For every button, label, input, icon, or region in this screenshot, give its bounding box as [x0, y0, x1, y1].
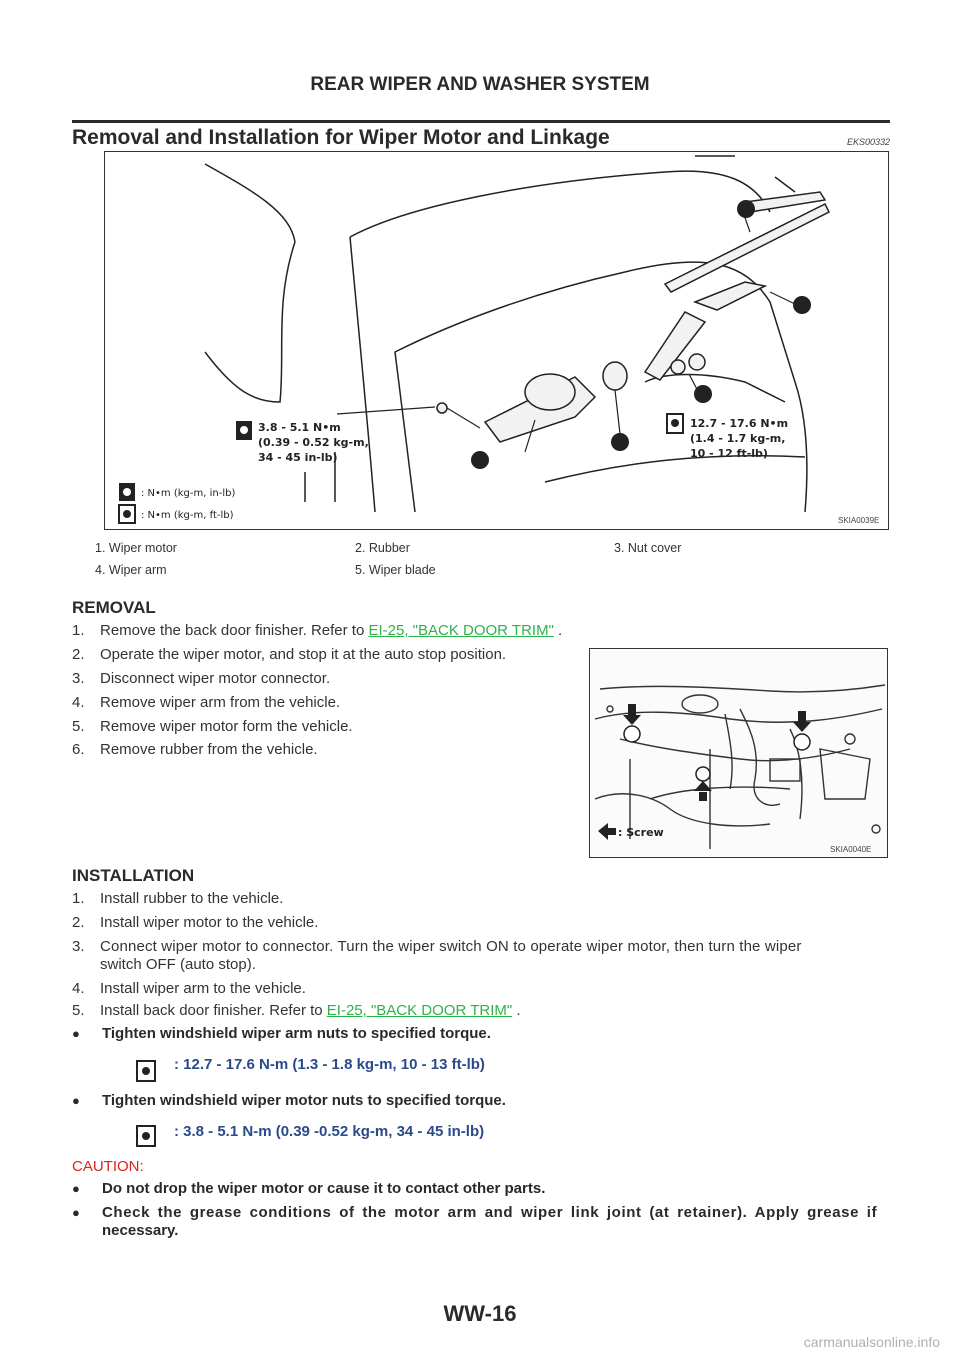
install-step-4-text: Install wiper arm to the vehicle.	[100, 980, 306, 997]
install-step-3-text: Connect wiper motor to connector. Turn the wiper switch ON to operate wiper motor, then turn the wiper	[100, 938, 802, 955]
caution-item-2-text: Check the grease conditions of the motor arm and wiper link joint (at retainer). Apply grease if	[102, 1204, 878, 1221]
torque-right-line3: 10 - 12 ft-lb)	[690, 447, 768, 460]
install-step-2-num: 2.	[72, 914, 85, 931]
torque-left-line1: 3.8 - 5.1 N•m	[258, 421, 341, 434]
watermark: carmanualsonline.info	[803, 1334, 940, 1350]
install-step-5-text: Install back door finisher. Refer to	[100, 1002, 327, 1019]
callout-4-label: 4	[798, 299, 806, 312]
section-code: EKS00332	[846, 137, 890, 147]
page-number: WW-16	[443, 1301, 517, 1326]
removal-step-4-num: 4.	[72, 694, 85, 711]
removal-step-3	[72, 670, 330, 687]
removal-step-2-text: Operate the wiper motor, and stop it at the auto stop position.	[100, 646, 507, 663]
bullet-dot-icon: ●	[72, 1093, 80, 1108]
wiper-motor-linkage-figure	[104, 151, 889, 530]
removal-step-1-text: Remove the back door finisher. Refer to	[100, 622, 369, 639]
removal-step-5-text: Remove wiper motor form the vehicle.	[100, 718, 353, 735]
torque-icon-right	[667, 414, 683, 433]
bullet-dot-icon: ●	[72, 1026, 80, 1041]
torque-right-line2: (1.4 - 1.7 kg-m,	[690, 432, 786, 445]
removal-step-3-text: Disconnect wiper motor connector.	[100, 670, 331, 687]
part-label-1: 1. Wiper motor	[95, 541, 177, 555]
screw-location-photo	[590, 649, 887, 857]
part-label-4: 4. Wiper arm	[95, 563, 167, 577]
install-step-3-cont-text: switch OFF (auto stop).	[100, 956, 256, 973]
install-step-3	[72, 938, 892, 955]
install-step-2	[72, 914, 318, 931]
caution-label: CAUTION:	[72, 1158, 144, 1175]
removal-step-6-num: 6.	[72, 741, 85, 758]
figure2-code: SKIA0040E	[830, 845, 872, 854]
removal-step-4	[72, 694, 340, 711]
install-step-5-num: 5.	[72, 1002, 85, 1019]
torque-right-line1: 12.7 - 17.6 N•m	[690, 417, 789, 430]
callout-5-label: 5	[742, 203, 750, 216]
removal-step-1-end: .	[553, 622, 563, 639]
torque-icon-motor	[136, 1125, 156, 1152]
removal-heading: REMOVAL	[72, 598, 156, 617]
install-step-1-text: Install rubber to the vehicle.	[100, 890, 284, 907]
caution-item-1	[72, 1180, 545, 1197]
torque-arm-value: : 12.7 - 17.6 N-m (1.3 - 1.8 kg-m, 10 - 13 ft-lb)	[174, 1056, 485, 1073]
caution-item-2-cont: necessary.	[102, 1222, 179, 1239]
removal-step-1	[72, 622, 562, 639]
callout-3-label: 3	[699, 388, 707, 401]
torque-motor-value: : 3.8 - 5.1 N-m (0.39 -0.52 kg-m, 34 - 45 in-lb)	[174, 1123, 485, 1140]
install-step-5-end: .	[512, 1002, 521, 1019]
legend-icon-inlb	[119, 483, 135, 501]
page-header-title: REAR WIPER AND WASHER SYSTEM	[310, 74, 650, 95]
callout-1-label: 1	[476, 454, 484, 467]
part-label-5: 5. Wiper blade	[355, 563, 436, 577]
install-step-3-cont	[100, 956, 256, 973]
figure1-code: SKIA0039E	[838, 516, 880, 525]
removal-step-2-num: 2.	[72, 646, 85, 663]
removal-step-2	[72, 646, 506, 663]
screw-legend-text: : Screw	[618, 826, 664, 839]
header-rule	[72, 120, 890, 123]
torque-icon-arm	[136, 1060, 156, 1087]
section-title: Removal and Installation for Wiper Motor and Linkage	[72, 126, 610, 149]
removal-step-6-text: Remove rubber from the vehicle.	[100, 741, 318, 758]
torque-left-line2: (0.39 - 0.52 kg-m,	[258, 436, 369, 449]
removal-step-6	[72, 741, 318, 758]
part-label-3: 3. Nut cover	[614, 541, 682, 555]
legend-inlb-text: : N•m (kg-m, in-lb)	[141, 488, 236, 499]
removal-step-5	[72, 718, 353, 735]
install-step-4	[72, 980, 306, 997]
part-label-2: 2. Rubber	[355, 541, 410, 555]
install-step-1-num: 1.	[72, 890, 85, 907]
removal-step-1-num: 1.	[72, 622, 85, 639]
legend-icon-ftlb	[119, 505, 135, 523]
removal-step-4-text: Remove wiper arm from the vehicle.	[100, 694, 341, 711]
bullet-motor-nuts-text: Tighten windshield wiper motor nuts to specified torque.	[102, 1092, 506, 1109]
caution-item-1-text: Do not drop the wiper motor or cause it to contact other parts.	[102, 1180, 546, 1197]
install-step-4-num: 4.	[72, 980, 85, 997]
installation-heading: INSTALLATION	[72, 866, 195, 885]
torque-icon-left	[236, 421, 252, 440]
bullet-motor-nuts	[72, 1092, 506, 1109]
legend-ftlb-text: : N•m (kg-m, ft-lb)	[141, 510, 234, 521]
removal-step-3-num: 3.	[72, 670, 85, 687]
install-step-5	[72, 1002, 521, 1019]
bullet-dot-icon: ●	[72, 1205, 80, 1220]
back-door-trim-link-2[interactable]: EI-25, "BACK DOOR TRIM"	[326, 1002, 513, 1019]
back-door-trim-link[interactable]: EI-25, "BACK DOOR TRIM"	[368, 622, 554, 639]
bullet-arm-nuts-text: Tighten windshield wiper arm nuts to specified torque.	[102, 1025, 491, 1042]
torque-left-line3: 34 - 45 in-lb)	[258, 451, 338, 464]
caution-item-2	[72, 1204, 892, 1221]
callout-2-label: 2	[616, 436, 624, 449]
removal-step-5-num: 5.	[72, 718, 85, 735]
wiper-motor-diagram	[105, 152, 888, 529]
bullet-arm-nuts	[72, 1025, 491, 1042]
install-step-1	[72, 890, 283, 907]
screw-location-figure	[589, 648, 888, 858]
install-step-2-text: Install wiper motor to the vehicle.	[100, 914, 319, 931]
install-step-3-num: 3.	[72, 938, 85, 955]
bullet-dot-icon: ●	[72, 1181, 80, 1196]
